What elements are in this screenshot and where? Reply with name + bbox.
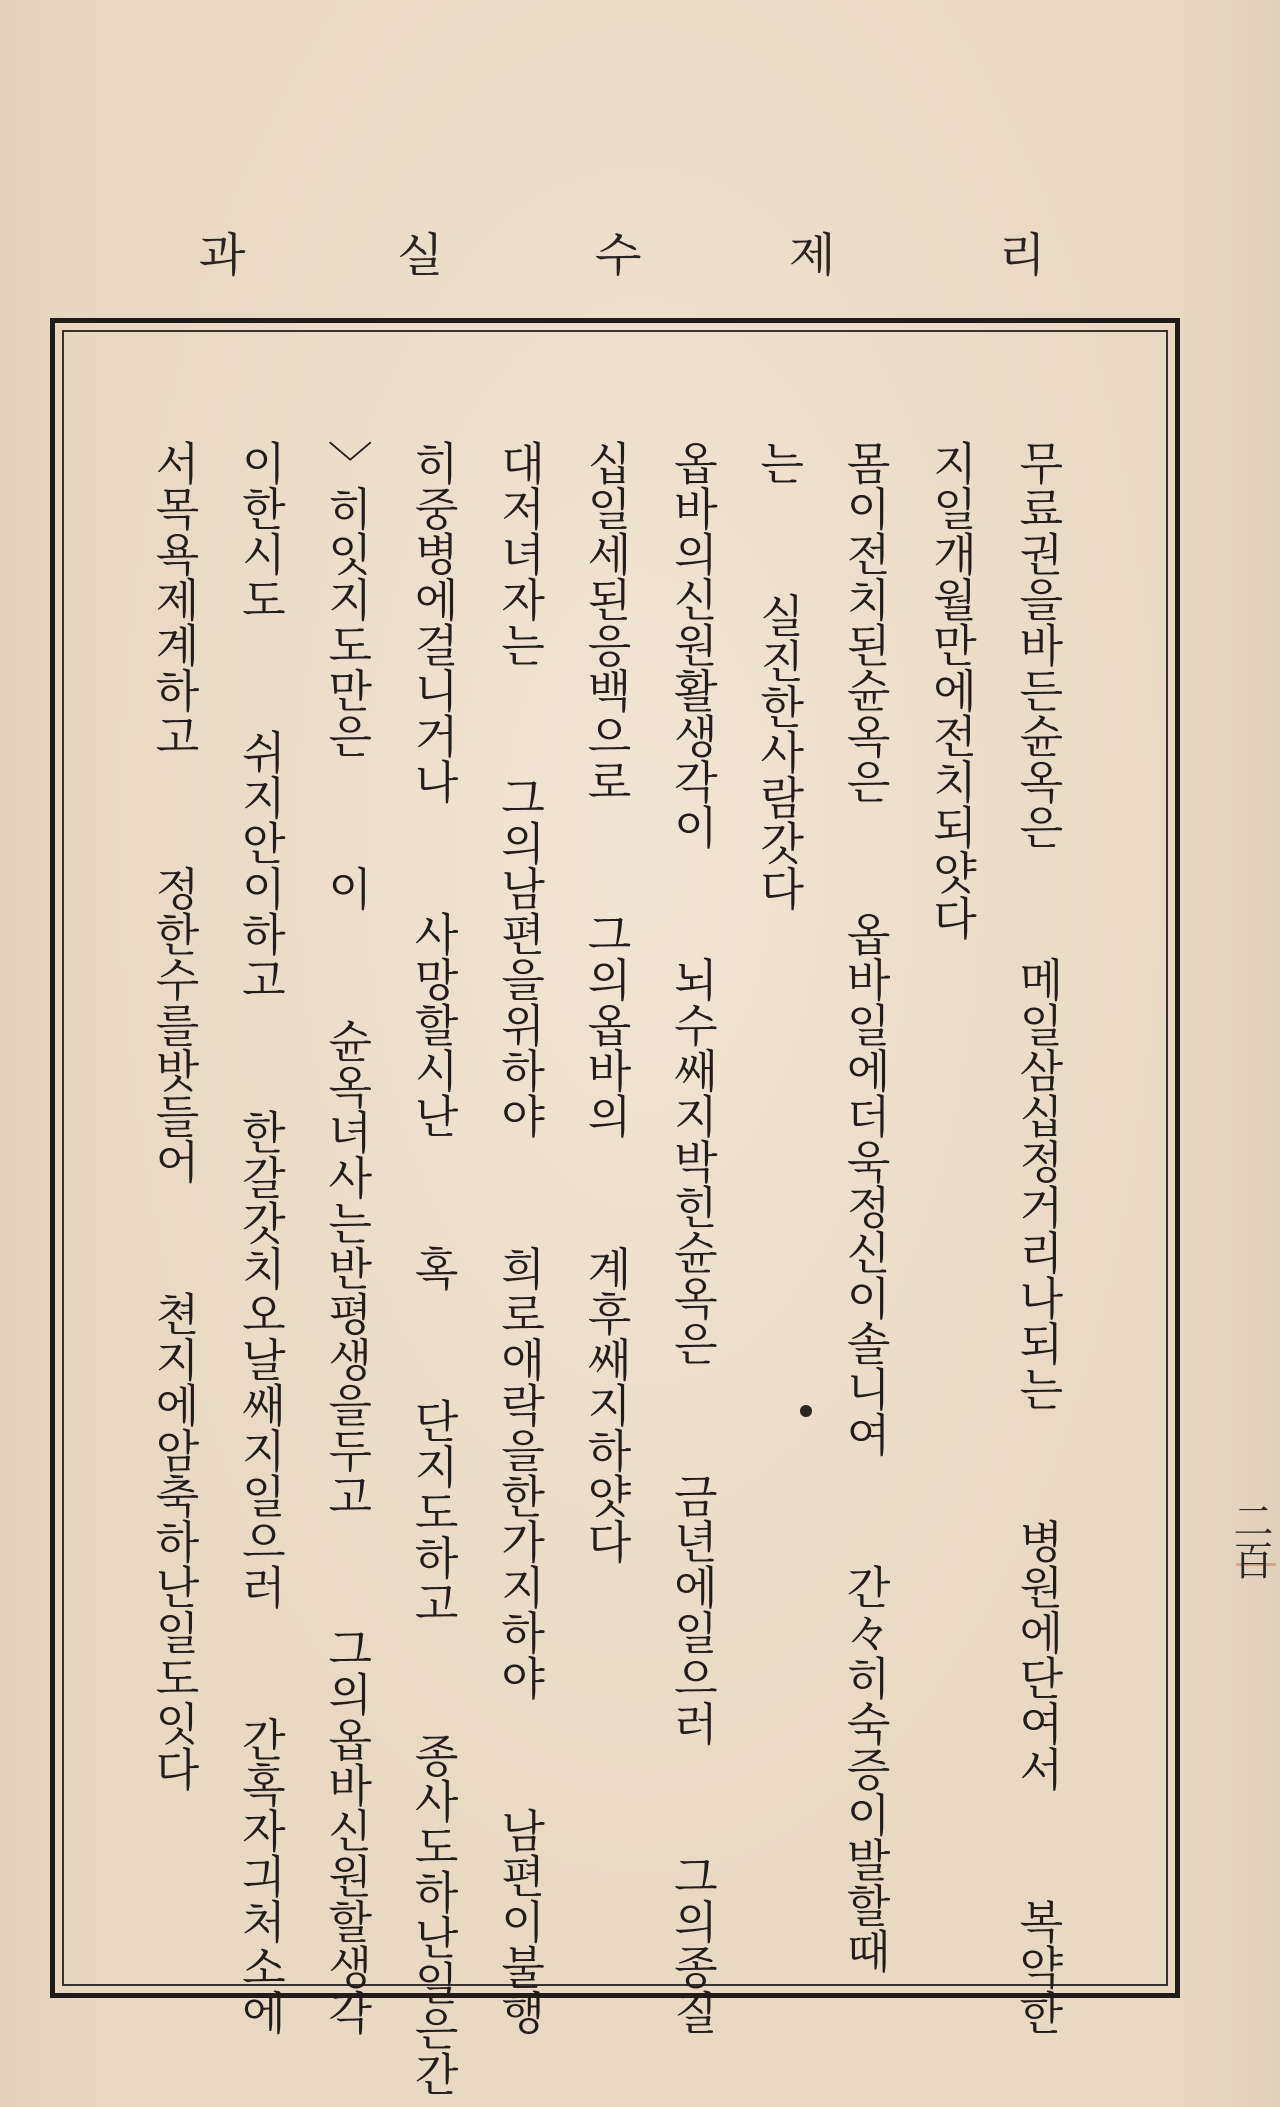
text-column: 서목욕제계하고 정한수를밧들어 쳔지에암축하난일도잇다 xyxy=(147,440,200,1792)
text-column: 〉히잇지도만은 이 슌옥녀사는반평생을두고 그의옵바신원할생각 xyxy=(319,440,373,2035)
text-column: 이한시도 쉬지안이하고 한갈갓치오날쌔지일으러 간혹자긔처소에 xyxy=(233,440,287,2035)
text-column: 히중병에걸니거나 사망할시난 혹 단지도하고 종사도하난일은간 xyxy=(406,440,460,2097)
running-title-char: 과 xyxy=(198,228,246,282)
vertical-text-body xyxy=(130,440,1080,2097)
text-column: 지일개월만에전치되얏다 xyxy=(924,440,978,941)
text-column: 무료권을바든슌옥은 메일삼십정거리나되는 병원에단여서 복약한 xyxy=(1010,440,1064,2035)
running-title-char: 실 xyxy=(396,228,444,282)
text-column: 는 실진한사람갓다 xyxy=(751,440,805,911)
text-column: 십일세된응백으로 그의옵바의 계후쌔지하얏다 xyxy=(578,440,632,1564)
running-title-char: 리 xyxy=(998,228,1046,282)
text-column: 옵바의신원활생각이 뇌수쌔지박힌슌옥은 금년에일으러 그의종질 xyxy=(665,440,719,2035)
running-title-char: 수 xyxy=(594,228,642,282)
running-title xyxy=(0,220,1280,290)
running-title-char: 제 xyxy=(788,228,836,282)
ink-dot xyxy=(800,1405,812,1417)
page-number: 二百 xyxy=(1227,1500,1273,1580)
text-column: 대저녀자는 그의남편을위하야 희로애락을한가지하야 남편이불행 xyxy=(492,440,546,2035)
text-column: 몸이전치된슌옥은 옵바일에더욱정신이솔니여 간々히숙증이발할때 xyxy=(838,440,892,1974)
